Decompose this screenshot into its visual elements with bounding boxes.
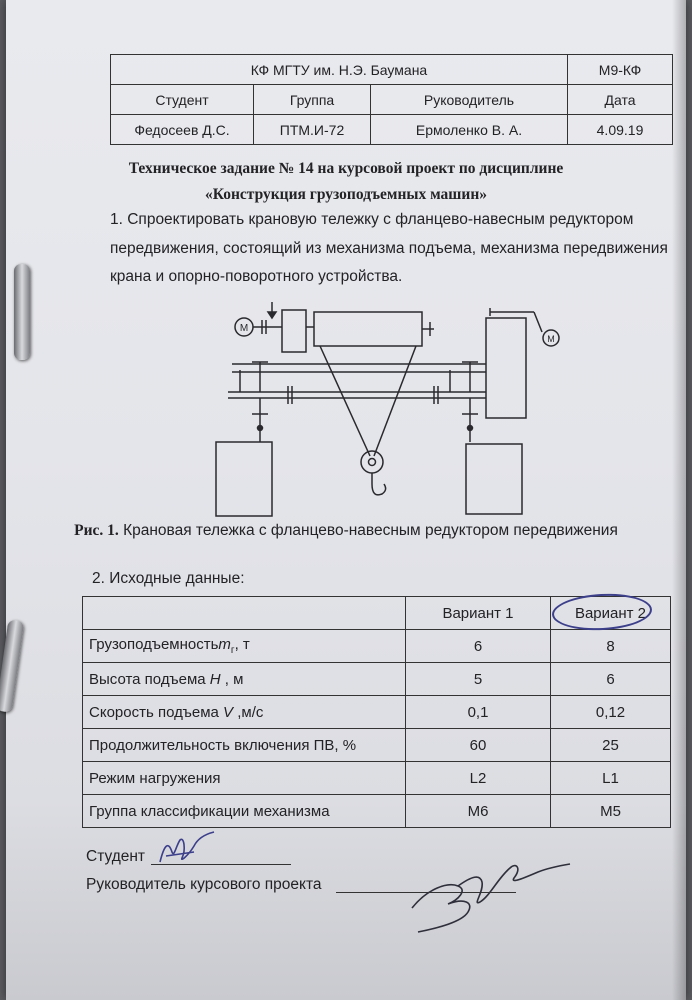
figure-caption-text: Крановая тележка с фланцево-навесным редуктором передвижения	[118, 522, 618, 539]
binder-clip-top	[14, 264, 30, 360]
initial-data-table	[82, 596, 671, 828]
student-signature	[154, 826, 224, 870]
row-param: Продолжительность включения ПВ, %	[83, 729, 406, 762]
hook-icon	[372, 473, 386, 495]
row-variant-1: 0,1	[406, 696, 551, 729]
row-variant-1: 6	[406, 630, 551, 663]
row-variant-1: М6	[406, 795, 551, 828]
header-institution: КФ МГТУ им. Н.Э. Баумана	[111, 55, 568, 85]
figure-caption-label: Рис. 1.	[74, 522, 119, 539]
row-param: Группа классификации механизма	[83, 795, 406, 828]
table-row	[83, 630, 671, 663]
row-variant-2: М5	[551, 795, 671, 828]
row-variant-2: L1	[551, 762, 671, 795]
header-code: М9-КФ	[568, 55, 673, 85]
table-row	[83, 795, 671, 828]
header-group-value: ПТМ.И-72	[254, 115, 371, 145]
supervisor-signature	[398, 848, 578, 938]
table-header-variant-1: Вариант 1	[406, 597, 551, 630]
row-param: Режим нагружения	[83, 762, 406, 795]
row-param: Высота подъема H , м	[83, 663, 406, 696]
document-page	[6, 0, 686, 1000]
row-variant-1: 60	[406, 729, 551, 762]
assignment-title-line-2: «Конструкция грузоподъемных машин»	[205, 186, 487, 203]
table-header-variant-2: Вариант 2	[551, 597, 671, 630]
figure-caption	[6, 522, 686, 540]
row-variant-2: 25	[551, 729, 671, 762]
row-param: Грузоподъемностьm$_г$, т	[83, 630, 406, 663]
header-table	[110, 54, 673, 145]
row-variant-2: 8	[551, 630, 671, 663]
student-signature-label: Студент	[86, 848, 146, 865]
right-motor-label: М	[547, 334, 555, 344]
crane-trolley-diagram	[202, 296, 555, 524]
header-date-value: 4.09.19	[568, 115, 673, 145]
row-variant-2: 0,12	[551, 696, 671, 729]
hoist-drum	[314, 312, 422, 346]
table-row	[83, 663, 671, 696]
table-row	[83, 696, 671, 729]
header-col-supervisor: Руководитель	[371, 85, 568, 115]
table-row	[83, 762, 671, 795]
header-supervisor-name: Ермоленко В. А.	[371, 115, 568, 145]
page-edge-shadow	[672, 0, 686, 1000]
hook-block	[361, 451, 383, 473]
task-line-1: 1. Спроектировать крановую тележку с фланцево-навесным редуктором	[110, 211, 634, 228]
table-header-param	[83, 597, 406, 630]
right-rail-support	[466, 444, 522, 514]
lifting-gearbox	[282, 310, 306, 352]
supervisor-signature-label: Руководитель курсового проекта	[86, 876, 322, 893]
row-variant-1: L2	[406, 762, 551, 795]
row-variant-2: 6	[551, 663, 671, 696]
binder-clip-bottom	[0, 619, 24, 712]
left-motor-label: М	[239, 323, 249, 334]
assignment-title-line-1: Техническое задание № 14 на курсовой проект по дисциплине	[128, 160, 564, 177]
header-col-group: Группа	[254, 85, 371, 115]
travel-gearbox	[486, 318, 526, 418]
header-student-name: Федосеев Д.С.	[111, 115, 254, 145]
task-line-3: крана и опорно-поворотного устройства.	[110, 268, 403, 285]
task-line-2: передвижения, состоящий из механизма подъема, механизма передвижения	[110, 240, 668, 257]
left-rail-support	[216, 442, 272, 516]
row-param: Скорость подъема V ,м/с	[83, 696, 406, 729]
row-variant-1: 5	[406, 663, 551, 696]
table-row	[83, 729, 671, 762]
header-col-date: Дата	[568, 85, 673, 115]
header-col-student: Студент	[111, 85, 254, 115]
initial-data-title: 2. Исходные данные:	[92, 570, 245, 587]
